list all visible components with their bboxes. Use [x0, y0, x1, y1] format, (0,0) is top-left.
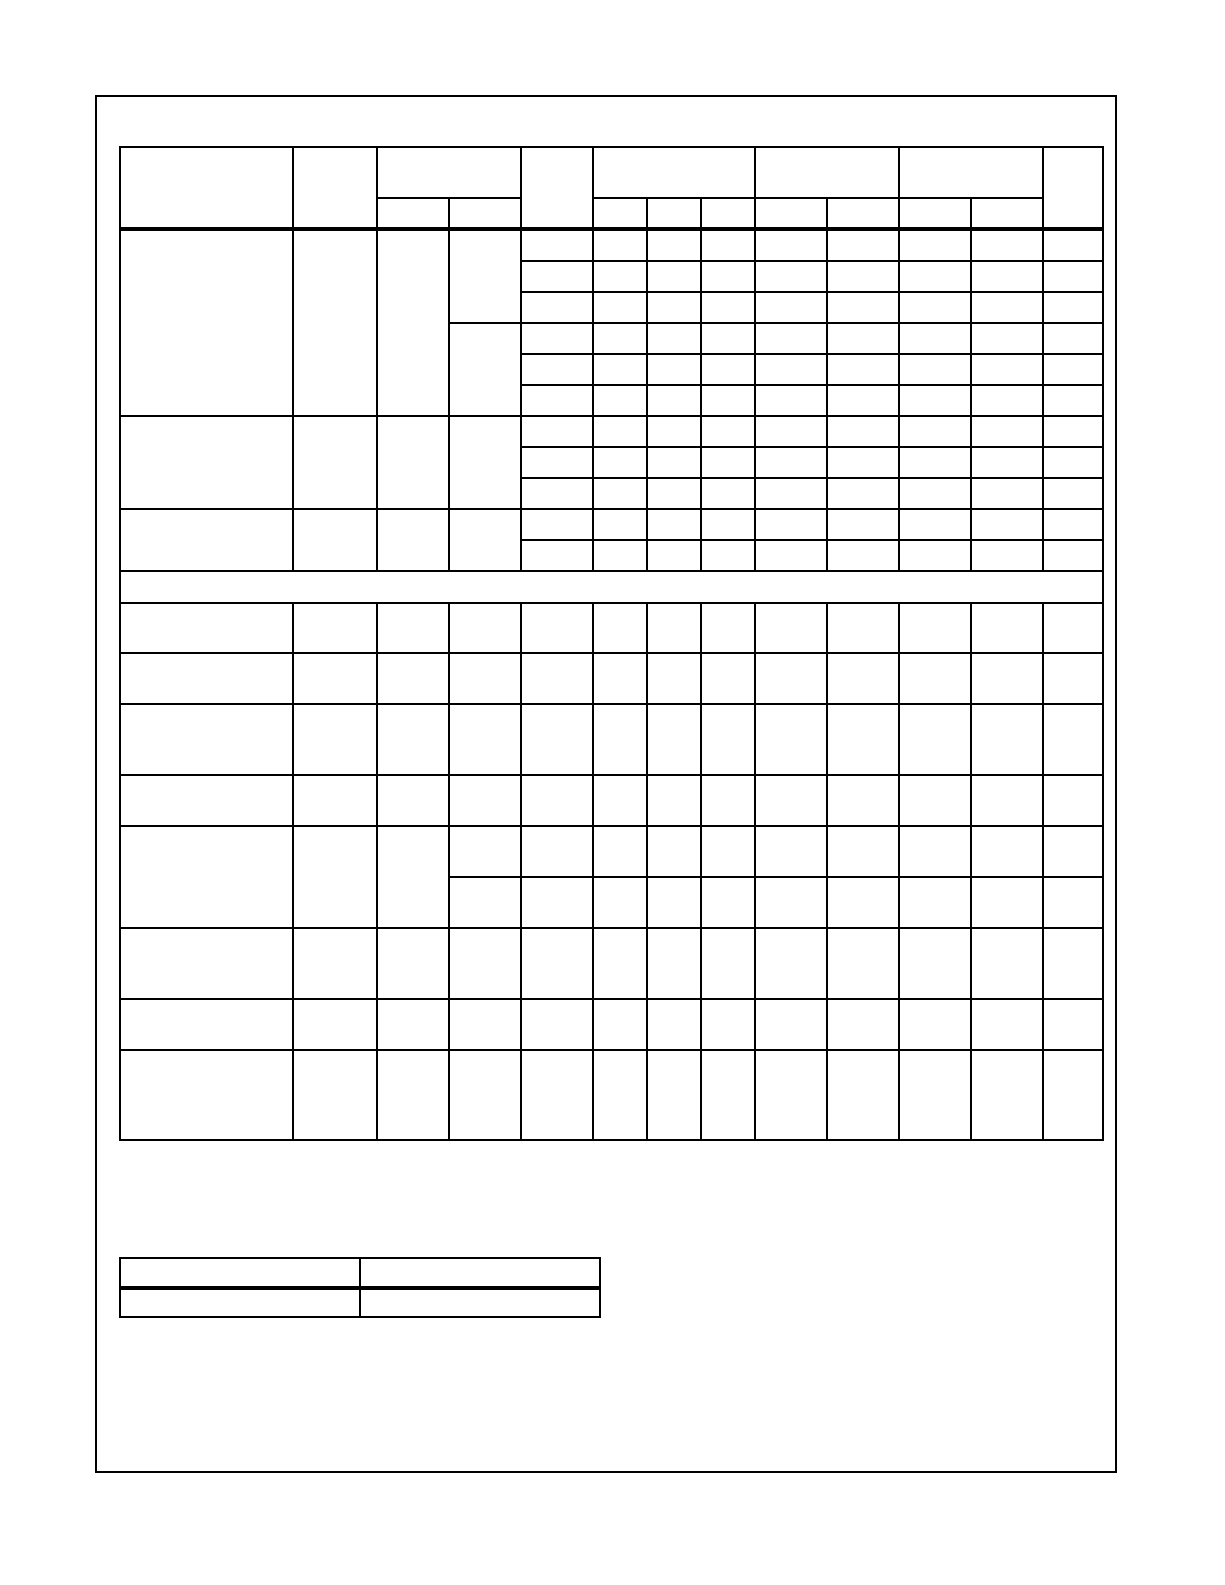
main-table-border: [120, 147, 1103, 1140]
secondary-table: [120, 1258, 600, 1317]
main-table-body-lower: [120, 603, 1103, 1140]
main-table-body-upper: [120, 229, 1103, 571]
main-table: [120, 147, 1103, 1140]
main-table-header: [120, 147, 1103, 229]
